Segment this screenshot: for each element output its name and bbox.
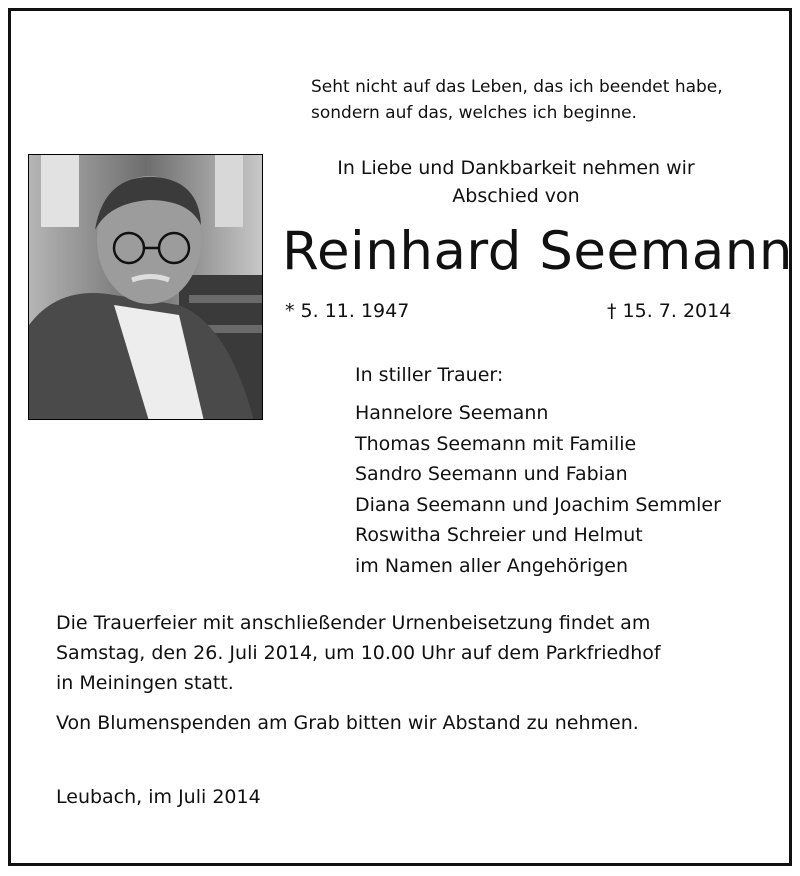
portrait-image (29, 155, 263, 420)
intro-line-2: Abschied von (452, 185, 580, 207)
mourners-list (355, 398, 721, 581)
mourner-item: Diana Seemann und Joachim Semmler (355, 493, 721, 516)
mourner-item: Hannelore Seemann (355, 402, 549, 424)
portrait-photo (28, 154, 263, 420)
intro-line-1: In Liebe und Dankbarkeit nehmen wir (337, 157, 695, 179)
mourner-item: Thomas Seemann mit Familie (355, 432, 637, 455)
quote-line-2: sondern auf das, welches ich beginne. (311, 103, 637, 123)
intro-text (316, 154, 716, 210)
death-date: † 15. 7. 2014 (607, 300, 732, 322)
ceremony-text (56, 608, 756, 698)
deceased-name: Reinhard Seemann (282, 221, 793, 282)
quote-line-1: Seht nicht auf das Leben, das ich beendet habe, (311, 77, 723, 97)
flowers-note: Von Blumenspenden am Grab bitten wir Abstand zu nehmen. (56, 712, 639, 734)
mourners-heading: In stiller Trauer: (355, 364, 504, 386)
ceremony-line-3: in Meiningen statt. (56, 672, 234, 694)
ceremony-line-2: Samstag, den 26. Juli 2014, um 10.00 Uhr auf dem Parkfriedhof (56, 642, 661, 664)
quote (311, 74, 723, 126)
birth-date: * 5. 11. 1947 (285, 300, 410, 322)
place-date: Leubach, im Juli 2014 (56, 786, 261, 808)
mourner-item: Roswitha Schreier und Helmut (355, 524, 643, 546)
mourner-item: im Namen aller Angehörigen (355, 554, 629, 577)
ceremony-line-1: Die Trauerfeier mit anschließender Urnenbeisetzung findet am (56, 612, 651, 634)
mourner-item: Sandro Seemann und Fabian (355, 463, 628, 485)
